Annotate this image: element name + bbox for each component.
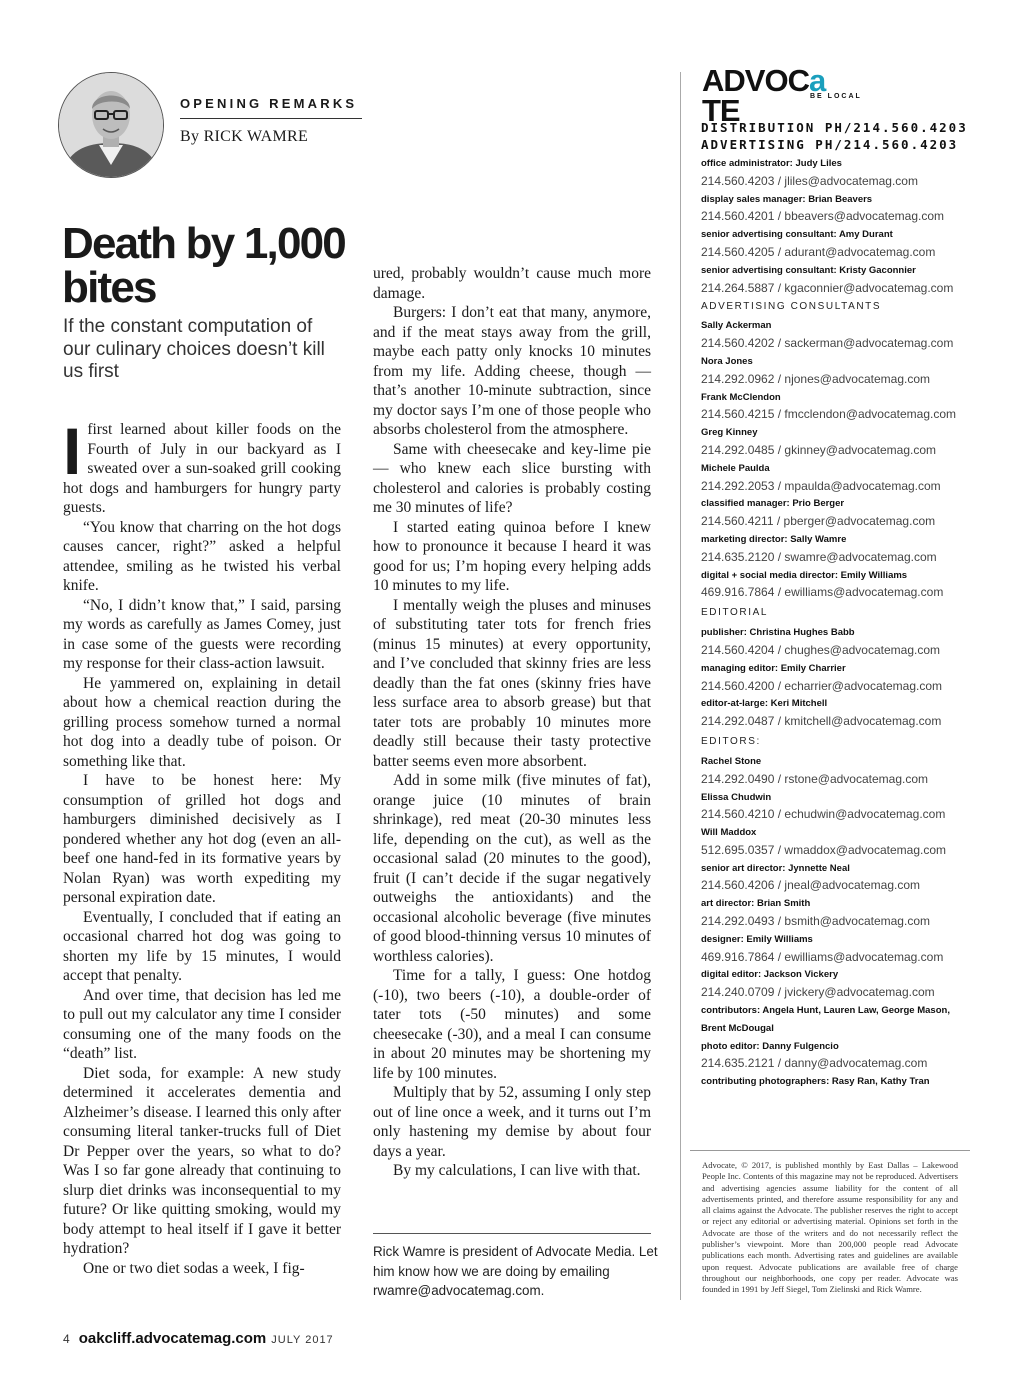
notice-divider	[690, 1150, 970, 1151]
staff-contact: 214.292.0490 / rstone@advocatemag.com	[701, 771, 928, 786]
staff-contact: 214.635.2121 / danny@advocatemag.com	[701, 1056, 928, 1071]
staff-contact: 214.292.0493 / bsmith@advocatemag.com	[701, 914, 930, 929]
staff-role: photo editor: Danny Fulgencio	[701, 1040, 839, 1052]
article-column-2	[373, 264, 651, 1181]
staff-contact: 214.560.4202 / sackerman@advocatemag.com	[701, 336, 954, 351]
bio-divider	[373, 1233, 651, 1234]
author-photo	[58, 72, 164, 178]
staff-contact: 214.292.0487 / kmitchell@advocatemag.com	[701, 714, 942, 729]
paragraph: I have to be honest here: My consumption of grilled hot dogs and hamburgers diminished decisively as I pondered whether any hot dog (even an all-beef one hand-fed in its formative years by Nolan Ryan) was worth expediting my personal expiration date.	[63, 772, 341, 906]
contributors-continued: Brent McDougal	[701, 1022, 774, 1034]
staff-role: digital + social media director: Emily Williams	[701, 569, 908, 581]
section-label: OPENING REMARKS	[180, 96, 358, 111]
paragraph: Diet soda, for example: A new study determined it accelerates dementia and Alzheimer’s disease. I learned this only after consuming literal tanker-trucks full of Diet Dr Pepper over the years, so what to do? Was I so far gone already that continuing to slurp diet drinks was inconsequential to my future? Or like quitting smoking, would my body attempt to heal itself if I gave it better hydration?	[63, 1064, 341, 1257]
staff-role: digital editor: Jackson Vickery	[701, 969, 839, 981]
staff-role: Frank McClendon	[701, 391, 781, 403]
paragraph: Eventually, I concluded that if eating an occasional charred hot dog was going to shorten my life by 15 minutes, I would accept that penalty.	[63, 908, 341, 984]
paragraph: “No, I didn’t know that,” I said, parsing my words as carefully as James Comey, just in case some of the guests were recording my response for their class-action lawsuit.	[63, 596, 341, 672]
paragraph: Ifirst learned about killer foods on the Fourth of July in our backyard as I sweated over a sun-soaked grill cooking hot dogs and hamburgers for hungry party guests.	[63, 414, 341, 516]
staff-role: managing editor: Emily Charrier	[701, 662, 846, 674]
page-number: 4	[63, 1332, 70, 1346]
staff-contact: 469.916.7864 / ewilliams@advocatemag.com	[701, 585, 944, 600]
advertising-phone: ADVERTISING PH/214.560.4203	[701, 137, 959, 152]
site-url: oakcliff.advocatemag.com	[78, 1330, 267, 1347]
staff-contact: 214.292.0962 / njones@advocatemag.com	[701, 371, 931, 386]
logo-accent-letter: a	[808, 63, 826, 98]
paragraph: I started eating quinoa before I knew how to pronounce it because I heard it was good for us; I’m hoping every helping adds 10 minutes to my life.	[373, 518, 651, 594]
editorial-heading: EDITORIAL	[701, 607, 769, 619]
paragraph: And over time, that decision has led me to pull out my calculator any time I consider consuming one of the many foods on the “death” list.	[63, 986, 341, 1062]
staff-contact: 214.560.4201 / bbeavers@advocatemag.com	[701, 209, 945, 224]
staff-directory	[701, 155, 991, 1091]
contributors: contributors: Angela Hunt, Lauren Law, George Mason,	[701, 1005, 950, 1017]
staff-role: editor-at-large: Keri Mitchell	[701, 698, 828, 710]
paragraph: By my calculations, I can live with that.	[393, 1162, 641, 1179]
staff-role: senior advertising consultant: Amy Durant	[701, 229, 893, 241]
staff-contact: 512.695.0357 / wmaddox@advocatemag.com	[701, 842, 946, 857]
staff-contact: 214.240.0709 / jvickery@advocatemag.com	[701, 985, 935, 1000]
author-bio: Rick Wamre is president of Advocate Media. Let him know how we are doing by emailing rwamre@advocatemag.com.	[373, 1244, 658, 1298]
staff-role: publisher: Christina Hughes Babb	[701, 627, 855, 639]
staff-contact: 214.560.4210 / echudwin@advocatemag.com	[701, 807, 946, 822]
staff-role: Greg Kinney	[701, 427, 758, 439]
staff-role: art director: Brian Smith	[701, 898, 811, 910]
paragraph: One or two diet sodas a week, I fig-	[83, 1259, 305, 1277]
staff-contact: 214.560.4206 / jneal@advocatemag.com	[701, 878, 920, 893]
publication-notice: Advocate, © 2017, is published monthly by East Dallas – Lakewood People Inc. Contents of this magazine may not be reproduced. Advertisers and advertising agencies assume liability for the content of all advertisements printed, and therefore assume responsibility for any and all claims against the Advocate. The publisher reserves the right to accept or reject any editorial or advertising material. Opinions set forth in the Advocate are those of the writers and do not necessarily reflect the publisher’s viewpoint. More than 200,000 people read Advocate publications each month. Advertising rates and guidelines are available upon request. Advocate publications are available free of charge throughout our neighborhoods, one copy per reader. Advocate was founded in 1991 by Jeff Siegel, Tom Zielinski and Rick Wamre.	[702, 1160, 958, 1295]
staff-role: marketing director: Sally Wamre	[701, 533, 847, 545]
staff-contact: 214.560.4200 / echarrier@advocatemag.com	[701, 678, 942, 693]
author-portrait-image	[59, 73, 163, 177]
staff-role: Michele Paulda	[701, 462, 770, 474]
staff-contact: 214.560.4203 / jliles@advocatemag.com	[701, 173, 918, 188]
paragraph: Time for a tally, I guess: One hotdog (-10), two beers (-10), a double-order of tater tots (-50 minutes) and some cheesecake (-30), and a meal I can consume in about 20 minutes may be shortening my life by 100 minutes.	[373, 967, 651, 1082]
contributing-photographers: contributing photographers: Rasy Ran, Kathy Tran	[701, 1076, 930, 1088]
staff-role: Elissa Chudwin	[701, 791, 772, 803]
staff-role: Will Maddox	[701, 827, 757, 839]
subheadline: If the constant computation of our culinary choices doesn’t kill us first	[63, 316, 325, 382]
issue-date: JULY 2017	[271, 1334, 334, 1346]
staff-contact: 469.916.7864 / ewilliams@advocatemag.com	[701, 949, 944, 964]
paragraph: “You know that charring on the hot dogs causes cancer, right?” asked a helpful attendee, smiling as he twisted his verbal knife.	[63, 518, 341, 594]
distribution-phone: DISTRIBUTION PH/214.560.4203	[701, 120, 968, 135]
staff-role: designer: Emily Williams	[701, 933, 813, 945]
staff-contact: 214.264.5887 / kgaconnier@advocatemag.com	[701, 280, 954, 295]
staff-contact: 214.635.2120 / swamre@advocatemag.com	[701, 549, 937, 564]
paragraph: Burgers: I don’t eat that many, anymore, and if the meat stays away from the grill, maybe each patty only knocks 10 minutes from my life. Adding cheese, though — that’s another 10-minute subtraction, since my doctor says I’m one of those people who absorbs cholesterol from the atmosphere.	[373, 304, 651, 438]
staff-role: classified manager: Prio Berger	[701, 498, 845, 510]
headline: Death by 1,000 bites	[62, 219, 345, 312]
advocate-logo: ADVOCaTE BE LOCAL	[702, 63, 862, 128]
staff-role: office administrator: Judy Liles	[701, 158, 842, 169]
byline: By RICK WAMRE	[180, 128, 309, 145]
staff-role: Nora Jones	[701, 355, 753, 367]
paragraph: Multiply that by 52, assuming I only step out of line once a week, and it turns out I’m only hastening my demise by about four days a year.	[373, 1084, 651, 1160]
paragraph: ured, probably wouldn’t cause much more damage.	[373, 265, 651, 302]
paragraph: He yammered on, explaining in detail about how a chemical reaction during the grilling process somehow turned a normal hot dog into a deadly tube of poison. Or something like that.	[63, 674, 341, 770]
staff-contact: 214.560.4215 / fmcclendon@advocatemag.com	[701, 407, 957, 422]
page-footer	[63, 1330, 334, 1348]
staff-contact: 214.560.4211 / pberger@advocatemag.com	[701, 514, 936, 529]
paragraph: I mentally weigh the pluses and minuses of substituting tater tots for french fries (minus 15 minutes) at every opportunity, and I’ve concluded that skinny fries are less deadly than the fat ones (skinny fries have less surface area to absorb grease) but that tater tots are probably 10 minutes more deadly still because their tasty protective batter seems even more absorbent.	[373, 596, 651, 770]
staff-role: display sales manager: Brian Beavers	[701, 193, 873, 205]
consultants-heading: ADVERTISING CONSULTANTS	[701, 301, 882, 313]
logo-tagline: BE LOCAL	[810, 93, 862, 100]
staff-contact: 214.292.2053 / mpaulda@advocatemag.com	[701, 478, 941, 493]
staff-contact: 214.560.4204 / chughes@advocatemag.com	[701, 642, 941, 657]
staff-role: senior advertising consultant: Kristy Gaconnier	[701, 264, 916, 276]
editors-heading: EDITORS:	[701, 735, 761, 747]
staff-role: Sally Ackerman	[701, 320, 772, 332]
article-column-1	[63, 414, 341, 1278]
staff-role: senior art director: Jynnette Neal	[701, 862, 850, 874]
dropcap: I	[63, 414, 82, 488]
staff-role: Rachel Stone	[701, 755, 762, 767]
section-divider	[180, 118, 362, 119]
column-divider	[680, 72, 681, 1300]
staff-contact: 214.292.0485 / gkinney@advocatemag.com	[701, 442, 937, 457]
paragraph: Same with cheesecake and key-lime pie — who knew each slice bursting with cholesterol and calories is probably costing me 30 minutes of life?	[373, 440, 651, 516]
paragraph: Add in some milk (five minutes of fat), orange juice (10 minutes of brain shrinkage), red meat (20-30 minutes less life, depending on the cut), as well as the occasional salad (20 minutes to the good), fruit (I can’t decide if the sugar negatively outweighs the antioxidants) and the occasional alcoholic beverage (five minutes of good blood-thinning versus 10 minutes of worthless calories).	[373, 772, 651, 965]
staff-contact: 214.560.4205 / adurant@advocatemag.com	[701, 244, 936, 259]
